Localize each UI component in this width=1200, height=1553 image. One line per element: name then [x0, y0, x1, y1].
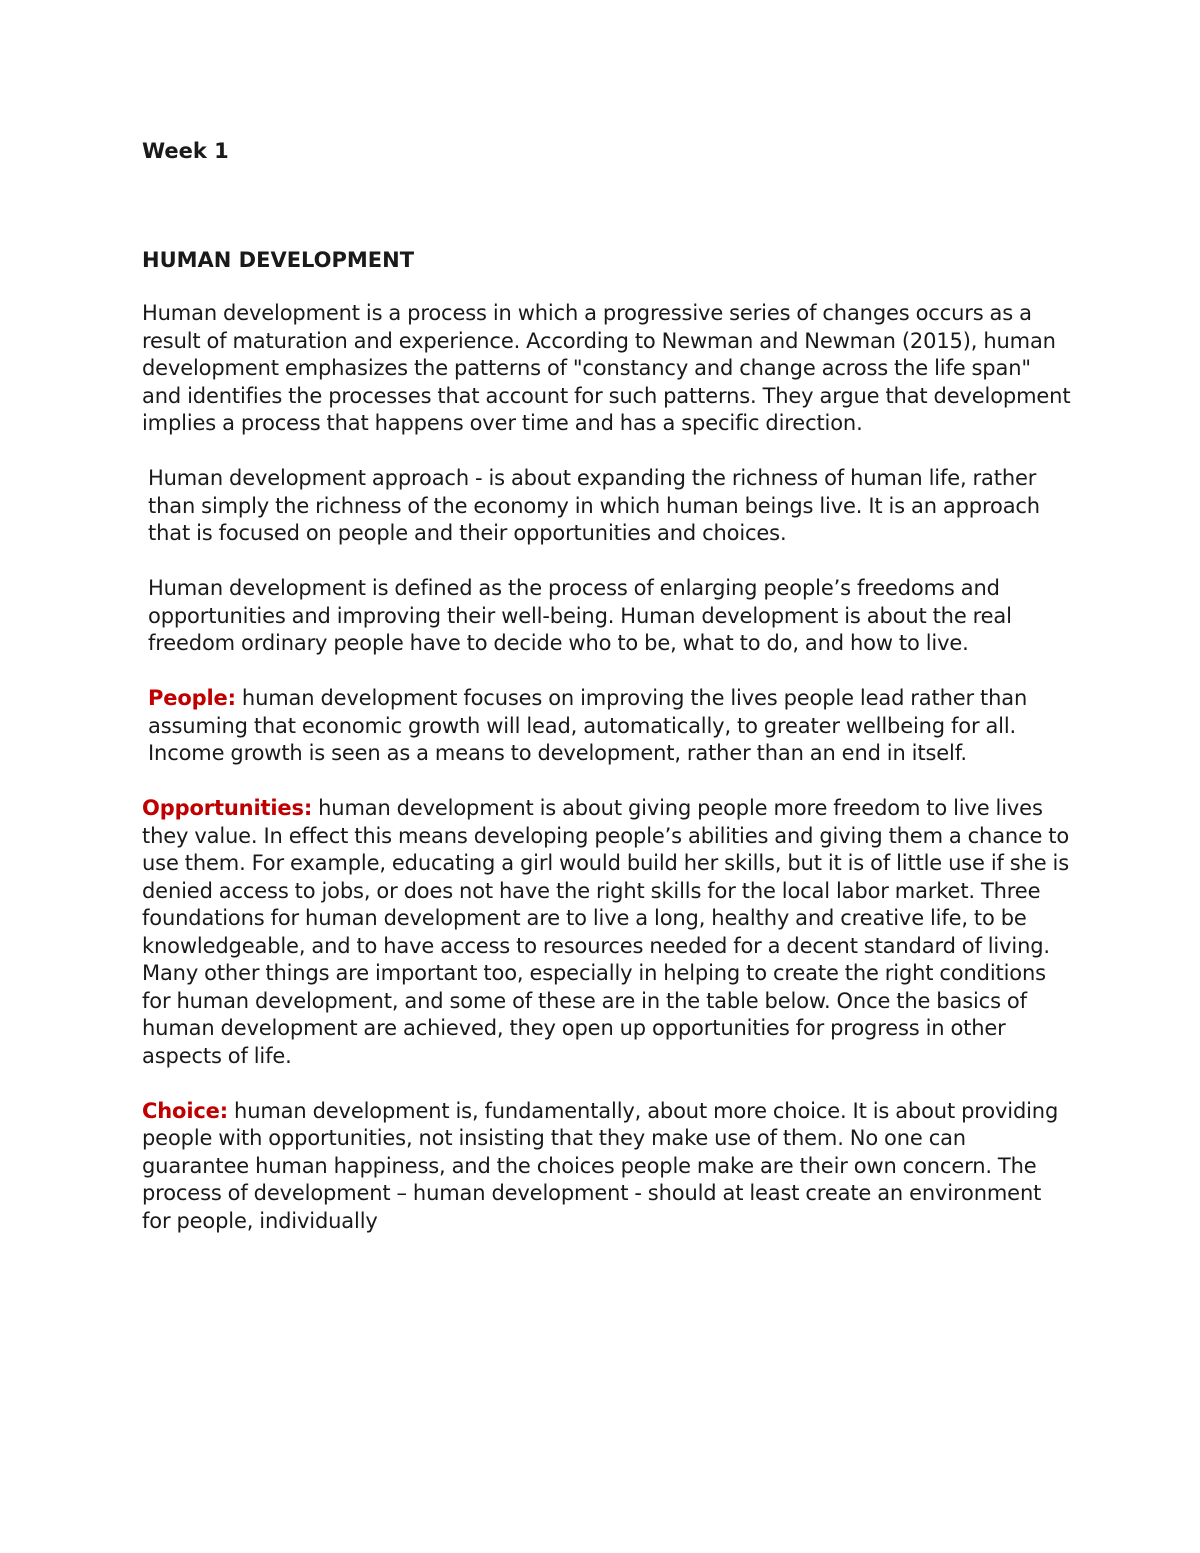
people-term: People — [148, 686, 228, 710]
people-paragraph — [142, 685, 1072, 768]
people-text: human development focuses on improving the lives people lead rather than assuming that economic growth will lead, automatically, to greater wellbeing for all. Income growth is seen as a means to development, rather than an end in itself. — [148, 686, 1028, 765]
document-page — [142, 138, 1072, 1263]
opportunities-term: Opportunities — [142, 796, 304, 820]
choice-paragraph — [142, 1098, 1072, 1236]
intro-paragraph: Human development is a process in which a progressive series of changes occurs as a result of maturation and experience. According to Newman and Newman (2015), human development emphasizes the patterns of "constancy and change across the life span" and identifies the processes that account for such patterns. They argue that development implies a process that happens over time and has a specific direction. — [142, 301, 1071, 435]
choice-term-colon: : — [219, 1098, 229, 1123]
choice-term: Choice — [142, 1098, 220, 1123]
section-heading: HUMAN DEVELOPMENT — [142, 247, 415, 272]
opportunities-text: human development is about giving people more freedom to live lives they value. In effect this means developing people’s abilities and giving them a chance to use them. For example, educating a girl would build her skills, but it is of little use if she is denied access to jobs, or does not have the right skills for the local labor market. Three foundations for human development are to live a long, healthy and creative life, to be knowledgeable, and to have access to resources needed for a decent standard of living. Many other things are important too, especially in helping to create the right conditions for human development, and some of these are in the table below. Once the basics of human development are achieved, they open up opportunities for progress in other aspects of life. — [142, 796, 1070, 1068]
choice-text: human development is, fundamentally, about more choice. It is about providing people with opportunities, not insisting that they make use of them. No one can guarantee human happiness, and the choices people make are their own concern. The process of development – human development - should at least create an environment for people, individually — [142, 1098, 1059, 1233]
week-label: Week 1 — [142, 139, 229, 163]
people-term-colon: : — [227, 686, 236, 710]
definition-paragraph: Human development is defined as the process of enlarging people’s freedoms and opportunities and improving their well-being. Human development is about the real freedom ordinary people have to decide who to be, what to do, and how to live. — [148, 576, 1012, 655]
opportunities-paragraph — [142, 795, 1072, 1070]
opportunities-term-colon: : — [303, 796, 313, 820]
approach-paragraph: Human development approach - is about expanding the richness of human life, rather than simply the richness of the economy in which human beings live. It is an approach that is focused on people and their opportunities and choices. — [148, 466, 1040, 545]
